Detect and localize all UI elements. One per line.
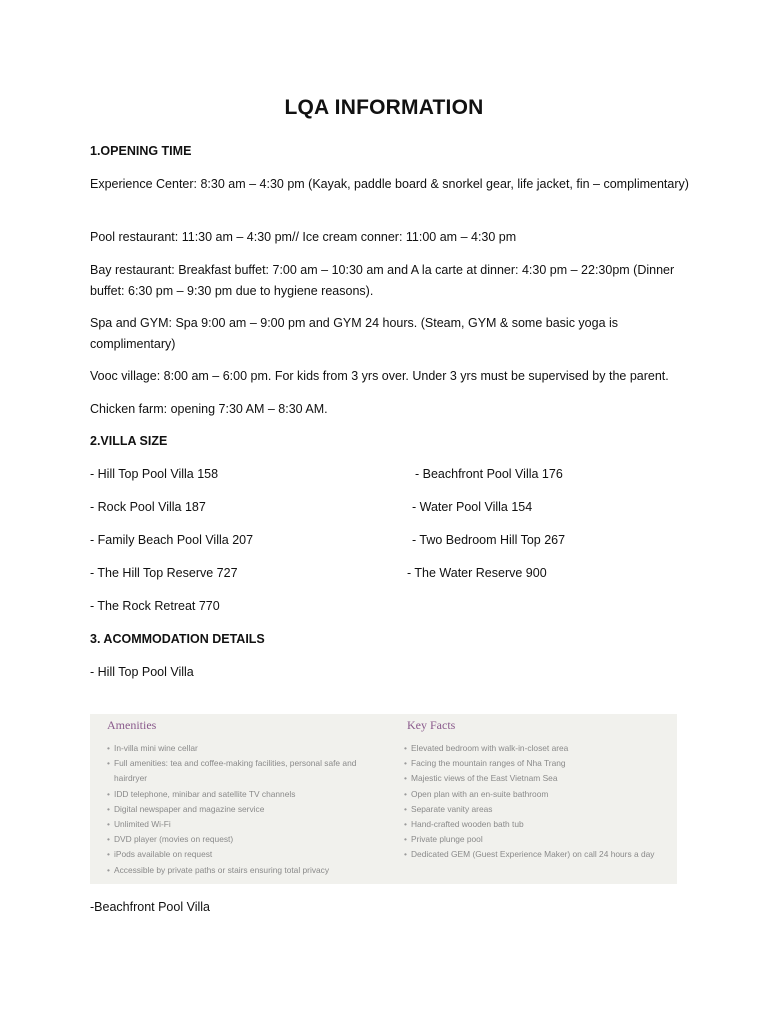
- paragraph-spa-gym: Spa and GYM: Spa 9:00 am – 9:00 pm and GYM 24 hours. (Steam, GYM & some basic yoga is complimentary): [90, 316, 619, 351]
- key-fact-item: • Separate vanity areas: [404, 802, 674, 817]
- amenities-heading: Amenities: [107, 718, 157, 732]
- villa-size-item: - The Water Reserve 900: [407, 566, 547, 580]
- villa-size-item: - The Hill Top Reserve 727: [90, 566, 238, 580]
- accommodation-item-hill-top: - Hill Top Pool Villa: [90, 665, 194, 679]
- villa-size-item: - Water Pool Villa 154: [412, 500, 533, 514]
- key-fact-item: • Dedicated GEM (Guest Experience Maker) on call 24 hours a day: [404, 847, 674, 862]
- amenity-item: • Unlimited Wi-Fi: [107, 817, 377, 832]
- paragraph-experience-center: Experience Center: 8:30 am – 4:30 pm (Kayak, paddle board & snorkel gear, life jacket, fin – complimentary): [90, 177, 689, 191]
- paragraph-chicken-farm: Chicken farm: opening 7:30 AM – 8:30 AM.: [90, 402, 328, 416]
- key-facts-heading: Key Facts: [407, 718, 456, 732]
- accommodation-item-beachfront: -Beachfront Pool Villa: [90, 900, 210, 914]
- key-fact-item: • Elevated bedroom with walk-in-closet area: [404, 741, 674, 756]
- key-fact-item: • Open plan with an en-suite bathroom: [404, 787, 674, 802]
- key-fact-item: • Hand-crafted wooden bath tub: [404, 817, 674, 832]
- section-heading-opening-time: 1.OPENING TIME: [90, 144, 192, 158]
- amenity-item: • In-villa mini wine cellar: [107, 741, 377, 756]
- villa-size-item: - Two Bedroom Hill Top 267: [412, 533, 566, 547]
- villa-size-item: - Rock Pool Villa 187: [90, 500, 206, 514]
- key-facts-list: [404, 741, 674, 863]
- paragraph-bay-restaurant: Bay restaurant: Breakfast buffet: 7:00 am – 10:30 am and A la carte at dinner: 4:30 pm – 22:30pm (Dinner buffet: 6:30 pm – 9:30 pm due to hygiene reasons).: [90, 263, 675, 298]
- villa-size-item: - The Rock Retreat 770: [90, 599, 220, 613]
- villa-size-item: - Hill Top Pool Villa 158: [90, 467, 219, 481]
- document-title: LQA INFORMATION: [284, 96, 484, 119]
- amenity-item: • iPods available on request: [107, 847, 377, 862]
- key-fact-item: • Facing the mountain ranges of Nha Trang: [404, 756, 674, 771]
- amenity-item: • Accessible by private paths or stairs ensuring total privacy: [107, 863, 377, 878]
- section-heading-villa-size: 2.VILLA SIZE: [90, 434, 168, 448]
- key-fact-item: • Majestic views of the East Vietnam Sea: [404, 771, 674, 786]
- section-heading-accommodation: 3. ACOMMODATION DETAILS: [90, 632, 265, 646]
- amenity-item: • Digital newspaper and magazine service: [107, 802, 377, 817]
- paragraph-pool-restaurant: Pool restaurant: 11:30 am – 4:30 pm// Ice cream conner: 11:00 am – 4:30 pm: [90, 230, 517, 244]
- key-fact-item: • Private plunge pool: [404, 832, 674, 847]
- villa-size-item: - Family Beach Pool Villa 207: [90, 533, 254, 547]
- paragraph-vooc-village: Vooc village: 8:00 am – 6:00 pm. For kids from 3 yrs over. Under 3 yrs must be supervised by the parent.: [90, 369, 669, 383]
- amenity-item: • IDD telephone, minibar and satellite TV channels: [107, 787, 377, 802]
- amenities-keyfacts-image: [90, 714, 677, 884]
- amenity-item: • DVD player (movies on request): [107, 832, 377, 847]
- amenity-item: • Full amenities: tea and coffee-making facilities, personal safe and hairdryer: [107, 756, 377, 786]
- villa-size-item: - Beachfront Pool Villa 176: [415, 467, 563, 481]
- amenities-list: [107, 741, 377, 878]
